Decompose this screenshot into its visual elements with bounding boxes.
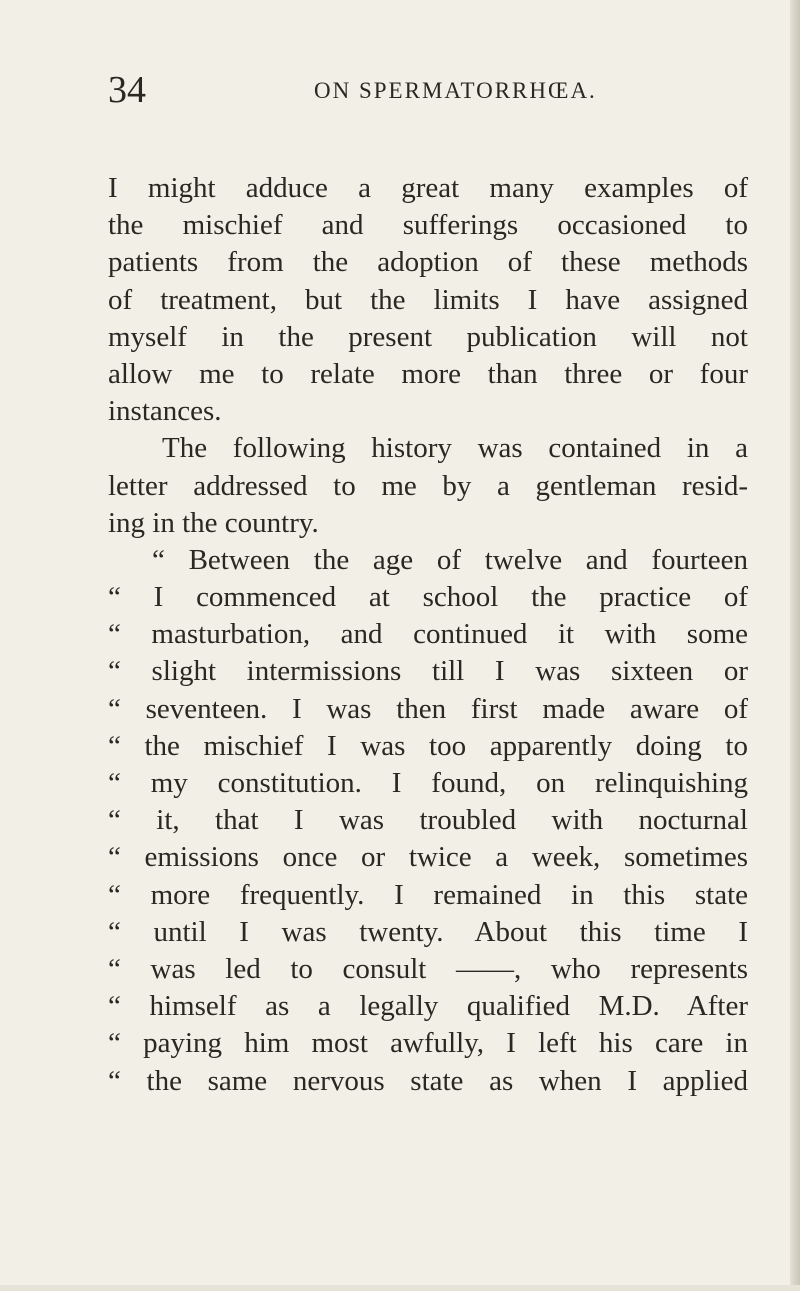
text-line: myself in the present publication will not [108, 320, 748, 353]
text-line: “ paying him most awfully, I left his care in [108, 1027, 748, 1060]
page-edge [790, 0, 800, 1291]
text-line: of treatment, but the limits I have assigned [108, 283, 748, 316]
running-title: ON SPERMATORRHŒA. [314, 78, 597, 103]
text-line: “ slight intermissions till I was sixteen or [108, 655, 748, 688]
text-line: ing in the country. [108, 506, 319, 539]
text-line: allow me to relate more than three or four [108, 357, 748, 390]
text-line: “ emissions once or twice a week, sometimes [108, 841, 748, 874]
text-line: letter addressed to me by a gentleman resid- [108, 469, 748, 502]
body-text [108, 170, 748, 1100]
text-line: The following history was contained in a [162, 432, 748, 465]
text-line: “ until I was twenty. About this time I [108, 915, 748, 948]
page-bottom-shade [0, 1285, 800, 1291]
text-line: “ Between the age of twelve and fourteen [152, 543, 748, 576]
text-line: “ I commenced at school the practice of [108, 581, 748, 614]
page-number: 34 [108, 69, 146, 111]
text-line: “ more frequently. I remained in this state [108, 878, 748, 911]
text-line: “ my constitution. I found, on relinquishing [108, 767, 748, 799]
text-line: “ was led to consult ——, who represents [108, 952, 748, 985]
running-head [108, 68, 748, 112]
text-line: the mischief and sufferings occasioned to [108, 209, 748, 242]
text-line: instances. [108, 395, 222, 428]
text-line: “ himself as a legally qualified M.D. After [108, 990, 748, 1023]
text-line: “ the mischief I was too apparently doing to [108, 729, 748, 762]
text-line: “ the same nervous state as when I applied [108, 1064, 748, 1097]
text-line: “ seventeen. I was then first made aware of [108, 692, 748, 725]
text-line: I might adduce a great many examples of [108, 172, 748, 204]
text-line: “ it, that I was troubled with nocturnal [108, 804, 748, 837]
text-line: “ masturbation, and continued it with some [108, 618, 748, 651]
text-line: patients from the adoption of these methods [108, 246, 748, 279]
